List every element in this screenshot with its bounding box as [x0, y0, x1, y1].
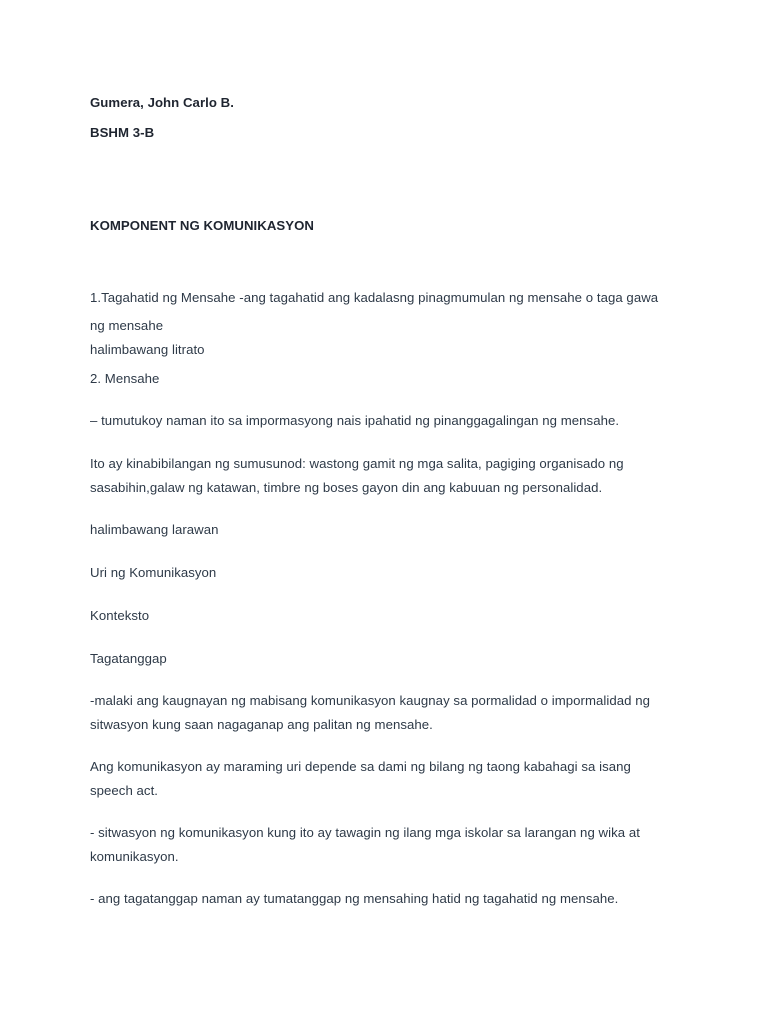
item1-line2: ng mensahe — [90, 318, 164, 333]
document-title: KOMPONENT NG KOMUNIKASYON — [90, 218, 314, 233]
kaugnayan-line2: sitwasyon kung saan nagaganap ang palitan ng mensahe. — [90, 717, 433, 732]
author-name: Gumera, John Carlo B. — [90, 95, 234, 110]
tagatanggap-heading: Tagatanggap — [90, 651, 167, 666]
kinabibilangan-line2: sasabihin,galaw ng katawan, timbre ng boses gayon din ang kabuuan ng personalidad. — [90, 480, 603, 495]
example-photo-label: halimbawang litrato — [90, 342, 205, 357]
sitwasyon-line1: - sitwasyon ng komunikasyon kung ito ay tawagin ng ilang mga iskolar sa larangan ng wika at — [90, 825, 640, 840]
mensahe-definition: – tumutukoy naman ito sa impormasyong nais ipahatid ng pinanggagalingan ng mensahe. — [90, 413, 620, 428]
item1-line1: 1.Tagahatid ng Mensahe -ang tagahatid ang kadalasng pinagmumulan ng mensahe o taga gawa — [90, 290, 659, 305]
class-section: BSHM 3-B — [90, 125, 155, 140]
kinabibilangan-line1: Ito ay kinabibilangan ng sumusunod: wastong gamit ng mga salita, pagiging organisado ng — [90, 456, 624, 471]
maraming-uri-line1: Ang komunikasyon ay maraming uri depende sa dami ng bilang ng taong kabahagi sa isang — [90, 759, 631, 774]
example-image-label: halimbawang larawan — [90, 522, 219, 537]
kaugnayan-line1: -malaki ang kaugnayan ng mabisang komunikasyon kaugnay sa pormalidad o impormalidad ng — [90, 693, 650, 708]
sitwasyon-line2: komunikasyon. — [90, 849, 179, 864]
uri-heading: Uri ng Komunikasyon — [90, 565, 217, 580]
konteksto-heading: Konteksto — [90, 608, 150, 623]
item2-heading: 2. Mensahe — [90, 371, 160, 386]
maraming-uri-line2: speech act. — [90, 783, 158, 798]
tagatanggap-definition: - ang tagatanggap naman ay tumatanggap ng mensahing hatid ng tagahatid ng mensahe. — [90, 891, 619, 906]
